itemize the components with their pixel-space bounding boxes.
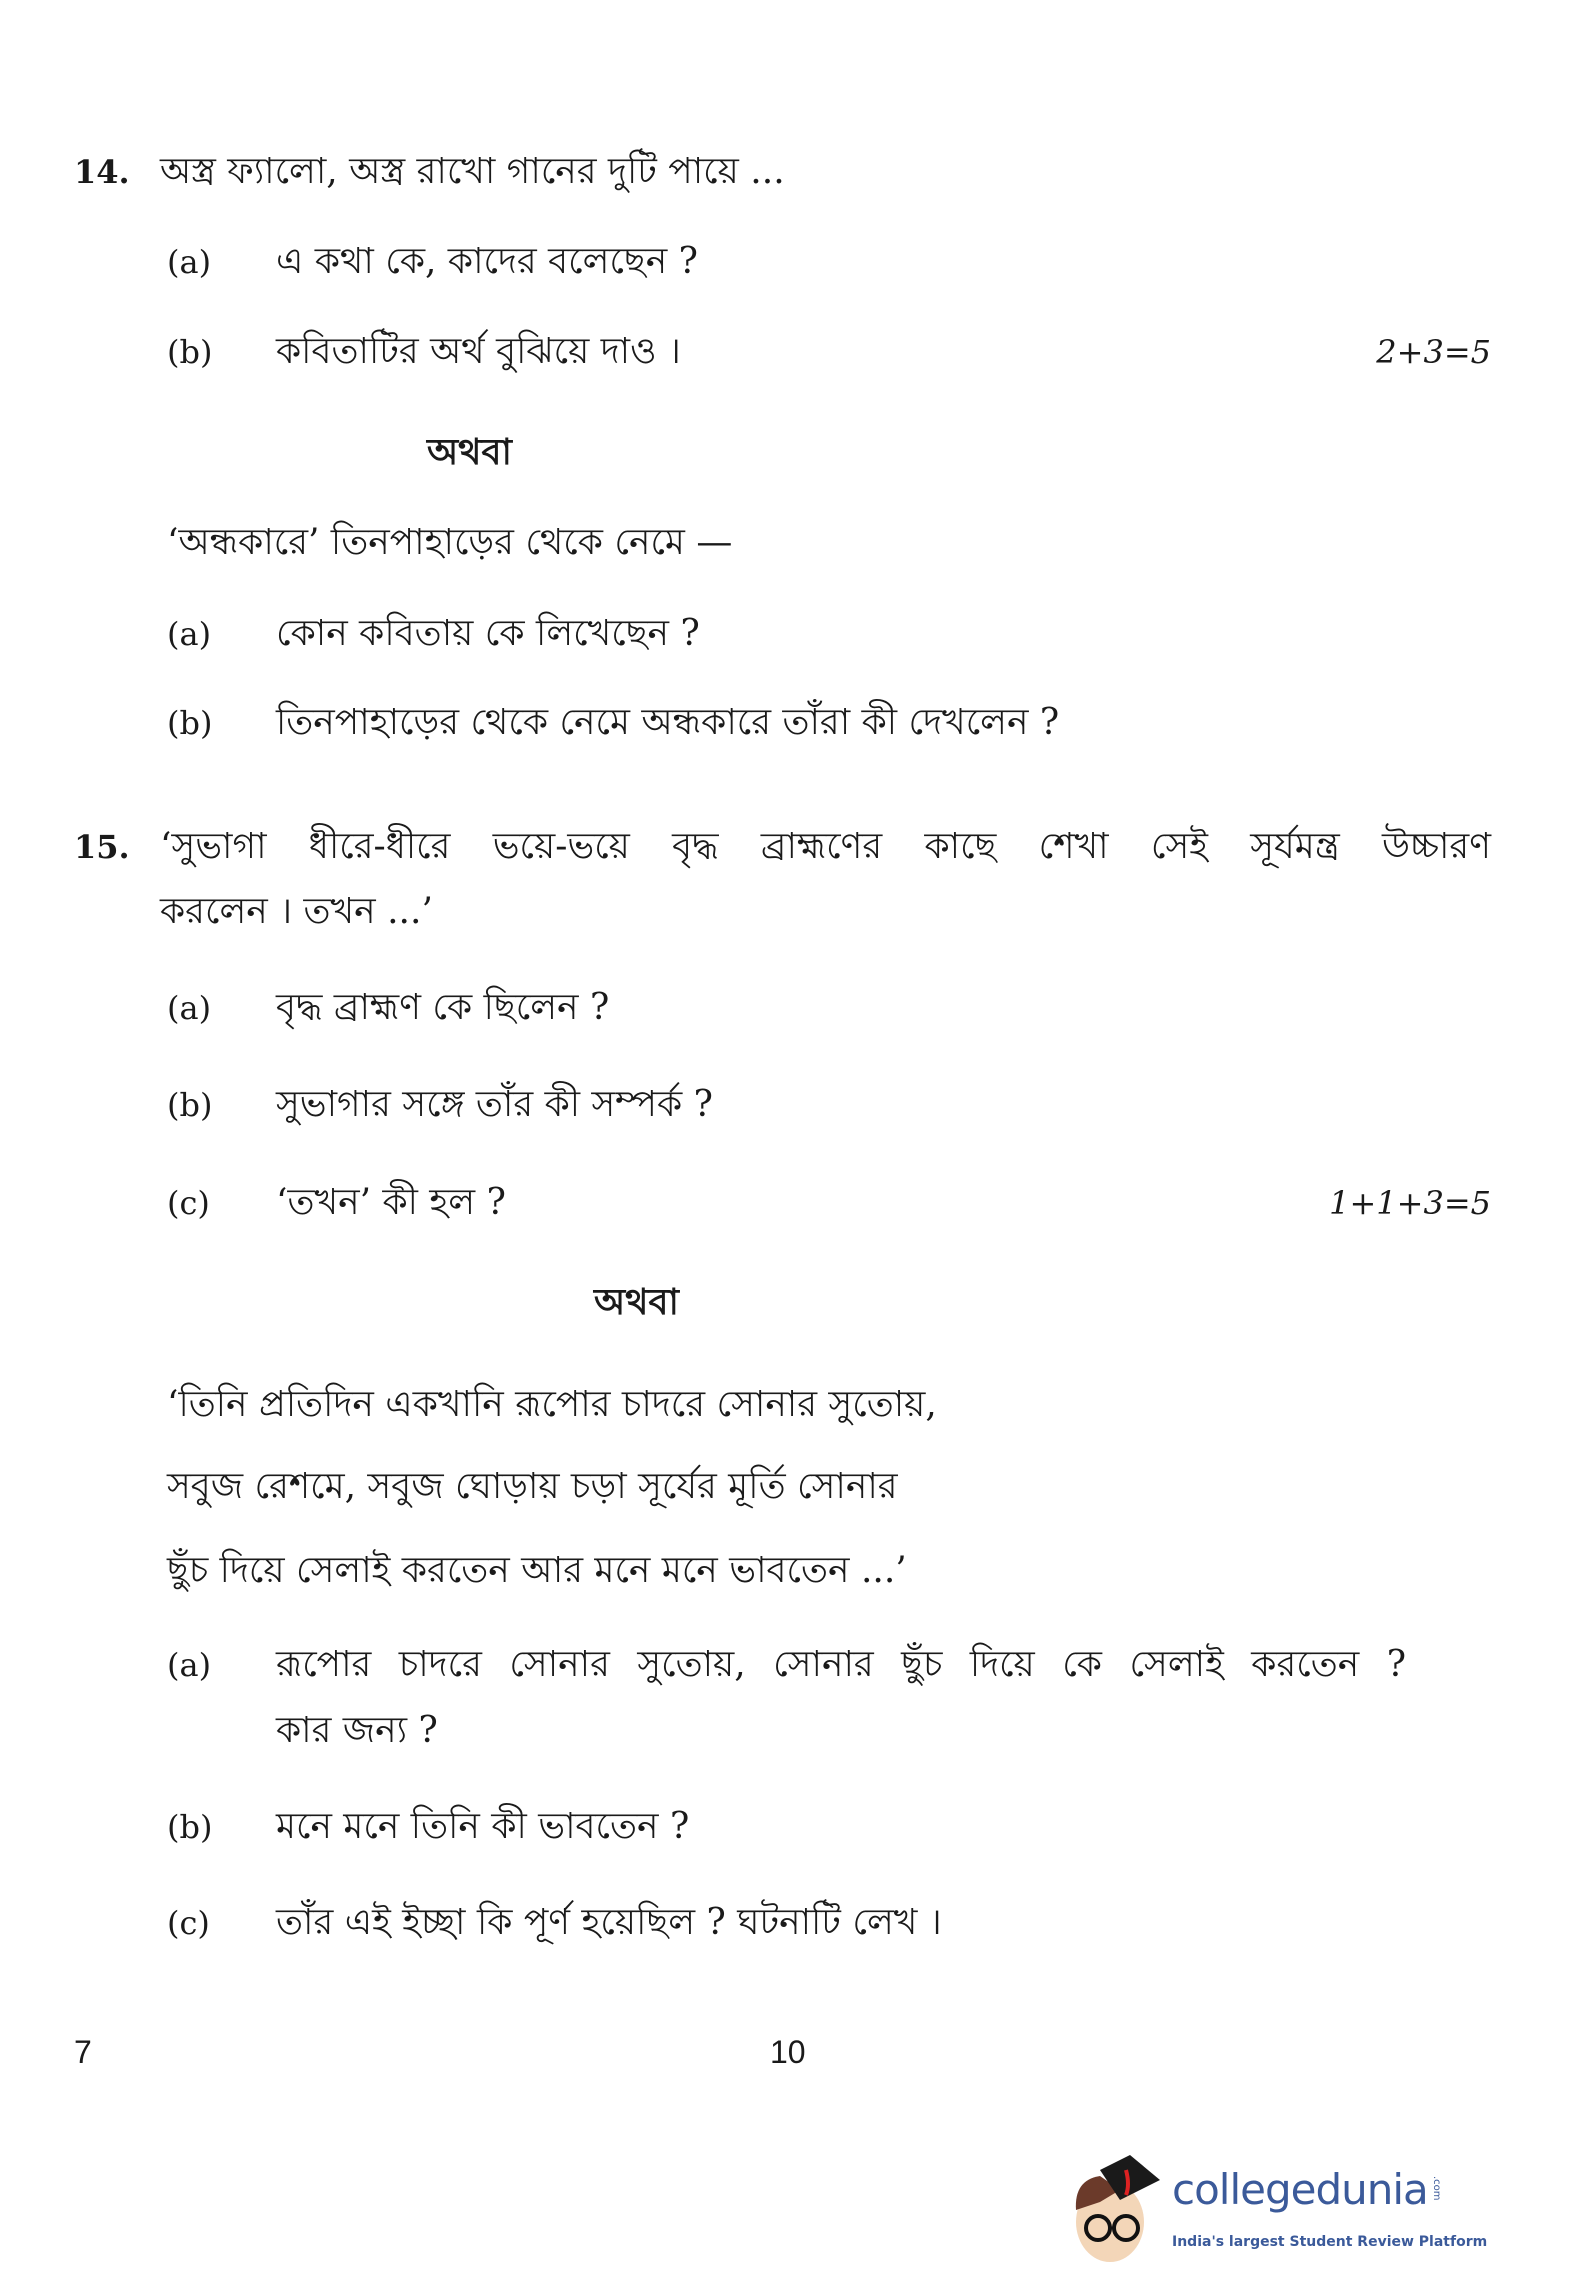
mascot-logo-icon (1060, 2150, 1170, 2270)
collegedunia-watermark (1060, 2150, 1565, 2270)
part-text (276, 1643, 1406, 1753)
part-row (74, 701, 1491, 745)
part-label: (b) (167, 333, 213, 371)
marks: 1+1+3=5 (1329, 1184, 1491, 1222)
question-stem (160, 825, 1491, 934)
part-row (74, 240, 1491, 284)
brand-tagline: India's largest Student Review Platform (1172, 2234, 1488, 2250)
part-text-line: কার জন্য ? (276, 1710, 438, 1751)
part-row (74, 1901, 1491, 1945)
alt-stem-row (74, 1383, 1491, 1427)
part-row (74, 330, 1491, 374)
question-stem: অস্ত্র ফ্যালো, অস্ত্র রাখো গানের দুটি পায়ে ... (160, 151, 785, 192)
footer-code: 7 (74, 2034, 92, 2070)
part-text: কবিতাটির অর্থ বুঝিয়ে দাও । (276, 331, 681, 372)
part-label: (b) (167, 1808, 213, 1846)
part-text: তিনপাহাড়ের থেকে নেমে অন্ধকারে তাঁরা কী দেখলেন ? (276, 702, 1060, 743)
part-label: (a) (167, 243, 212, 281)
part-text: মনে মনে তিনি কী ভাবতেন ? (276, 1806, 690, 1847)
question-stem-line: করলেন । তখন ...’ (160, 891, 433, 932)
question-number: 14. (74, 153, 130, 191)
part-row (74, 986, 1491, 1030)
part-row (74, 1181, 1491, 1225)
part-label: (c) (167, 1184, 210, 1222)
part-label: (a) (167, 1646, 212, 1684)
or-row (74, 430, 1491, 474)
question-row (74, 150, 1491, 194)
part-label: (b) (167, 1086, 213, 1124)
brand-suffix: .com (1430, 2176, 1442, 2201)
marks: 2+3=5 (1376, 333, 1491, 371)
or-heading: অথবা (427, 431, 512, 473)
alt-stem-row (74, 521, 1491, 565)
alt-stem: ‘অন্ধকারে’ তিনপাহাড়ের থেকে নেমে — (167, 522, 733, 563)
page-number: 10 (770, 2034, 806, 2070)
alt-stem-line: সবুজ রেশমে, সবুজ ঘোড়ায় চড়া সূর্যের মূর্তি সোনার (167, 1466, 898, 1507)
part-text: কোন কবিতায় কে লিখেছেন ? (276, 613, 700, 654)
question-stem-line: ‘সুভাগা ধীরে-ধীরে ভয়ে-ভয়ে বৃদ্ধ ব্রাহ্মণের কাছে শেখা সেই সূর্যমন্ত্র উচ্চারণ (160, 826, 1491, 867)
part-row (74, 612, 1491, 656)
part-row (74, 1083, 1491, 1127)
question-15 (74, 825, 1491, 1945)
part-text: বৃদ্ধ ব্রাহ্মণ কে ছিলেন ? (276, 987, 610, 1028)
question-content (74, 150, 1491, 1945)
brand-wordmark (1172, 2162, 1442, 2218)
alt-stem-row (74, 1465, 1491, 1509)
brand-name: collegedunia (1172, 2165, 1428, 2214)
question-row (74, 825, 1491, 934)
part-text: এ কথা কে, কাদের বলেছেন ? (276, 241, 698, 282)
part-label: (a) (167, 615, 212, 653)
part-label: (a) (167, 989, 212, 1027)
alt-stem-line: ‘তিনি প্রতিদিন একখানি রূপোর চাদরে সোনার সুতোয়, (167, 1384, 937, 1425)
part-text-line: রূপোর চাদরে সোনার সুতোয়, সোনার ছুঁচ দিয়ে কে সেলাই করতেন ? (276, 1644, 1406, 1685)
part-label: (c) (167, 1904, 210, 1942)
alt-stem-line: ছুঁচ দিয়ে সেলাই করতেন আর মনে মনে ভাবতেন ...’ (167, 1550, 907, 1591)
or-heading: অথবা (594, 1281, 679, 1323)
alt-stem-row (74, 1549, 1491, 1593)
part-row (74, 1643, 1491, 1753)
part-text: সুভাগার সঙ্গে তাঁর কী সম্পর্ক ? (276, 1084, 713, 1125)
part-text: ‘তখন’ কী হল ? (276, 1182, 506, 1223)
question-14 (74, 150, 1491, 745)
part-label: (b) (167, 704, 213, 742)
question-number: 15. (74, 828, 130, 866)
part-row (74, 1805, 1491, 1849)
or-row (74, 1280, 1491, 1324)
part-text: তাঁর এই ইচ্ছা কি পূর্ণ হয়েছিল ? ঘটনাটি লেখ । (276, 1902, 942, 1943)
